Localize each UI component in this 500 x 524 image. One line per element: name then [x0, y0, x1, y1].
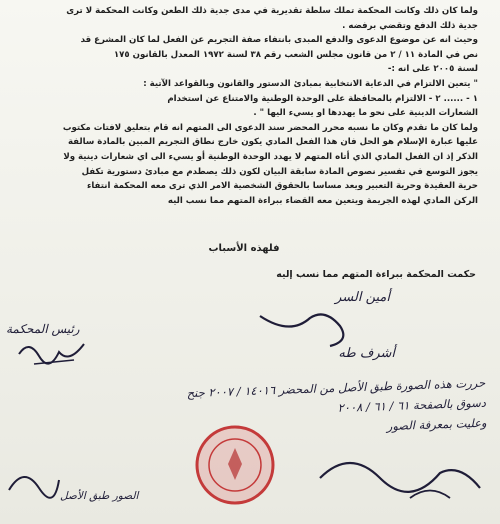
handwritten-line-1: حررت هذه الصورة طبق الأصل من المحضر ١٤٠١٦ / ٢٠٠٧ جنح	[186, 375, 486, 401]
footer-handwritten-note: الصور طبق الأصل	[60, 490, 139, 502]
text-line-13: حرية العقيدة وحرية التعبير ويعد مساسا بالحقوق الشخصية الامر الذي ترى معه المحكمة انتفاء	[86, 181, 478, 192]
secretary-name: أشرف طه	[338, 346, 395, 361]
judgment-text	[10, 4, 478, 208]
text-line-3: وحيث انه عن موضوع الدعوى والدفع المبدى بانتفاء صفة التجريم عن الفعل لما كان المشرع قد	[80, 35, 478, 46]
text-line-11: الذكر إذ ان الفعل المادي الذي أتاه المتهم لا يهدد الوحدة الوطنية أو يسيء الى اي شعارات دينية ولا	[63, 151, 478, 162]
margin-signature	[4, 460, 64, 500]
text-line-12: يجوز التوسع في تفسير نصوص المادة سابقة البيان لكون ذلك يصطدم مع مبادئ دستورية تكفل	[81, 166, 478, 177]
text-line-9: ولما كان ما تقدم وكان ما نسبه محرر المحضر سند الدعوى الى المتهم انه قام بتعليق لافتات مكتوب	[62, 122, 478, 133]
handwritten-line-2: دسوق بالصفحة ٦١ / ٦١ / ٢٠٠٨	[337, 395, 487, 415]
reasons-heading: فلهذه الأسباب	[208, 243, 280, 254]
secretary-signature	[250, 306, 360, 351]
text-line-4: نص في المادة ١١ / ٢ من قانون مجلس الشعب رقم ٣٨ لسنة ١٩٧٢ المعدل بالقانون ١٧٥	[113, 49, 478, 60]
verdict: حكمت المحكمة ببراءة المتهم مما نسب إليه	[276, 269, 476, 280]
text-line-1: ولما كان ذلك وكانت المحكمة تملك سلطة تقديرية في مدى جدية ذلك الطعن وكانت المحكمة لا ترى	[66, 6, 478, 16]
text-line-5: لسنة ٢٠٠٥ على انه :-	[387, 64, 478, 75]
text-line-10: عليها عبارة الإسلام هو الحل فان هذا الفعل المادي يكون خارج نطاق التجريم المبين بالمادة سالفة	[67, 137, 478, 148]
text-line-14: الركن المادي لهذه الجريمة ويتعين معه القضاء ببراءة المتهم مما نسب اليه	[167, 195, 478, 206]
bottom-right-signature	[310, 438, 500, 518]
text-line-6: " يتعين الالتزام في الدعاية الانتخابية بمبادئ الدستور والقانون وبالقواعد الآتية :	[143, 78, 478, 89]
president-signature	[14, 334, 94, 374]
secretary-title: أمين السر	[335, 290, 390, 305]
text-line-7: ١ - ...... ٢ - الالتزام بالمحافظة على الوحدة الوطنية والامتناع عن استخدام	[167, 93, 478, 104]
text-line-2: جدية ذلك الدفع وتقضي برفضه .	[342, 20, 478, 31]
official-seal	[180, 420, 290, 510]
text-line-8: الشعارات الدينية على نحو ما يهددها او يسيء اليها " .	[253, 108, 478, 119]
court-president-title: رئيس المحكمة	[6, 322, 80, 336]
handwritten-line-3: وعليت بمعرفة الصور	[386, 415, 487, 434]
